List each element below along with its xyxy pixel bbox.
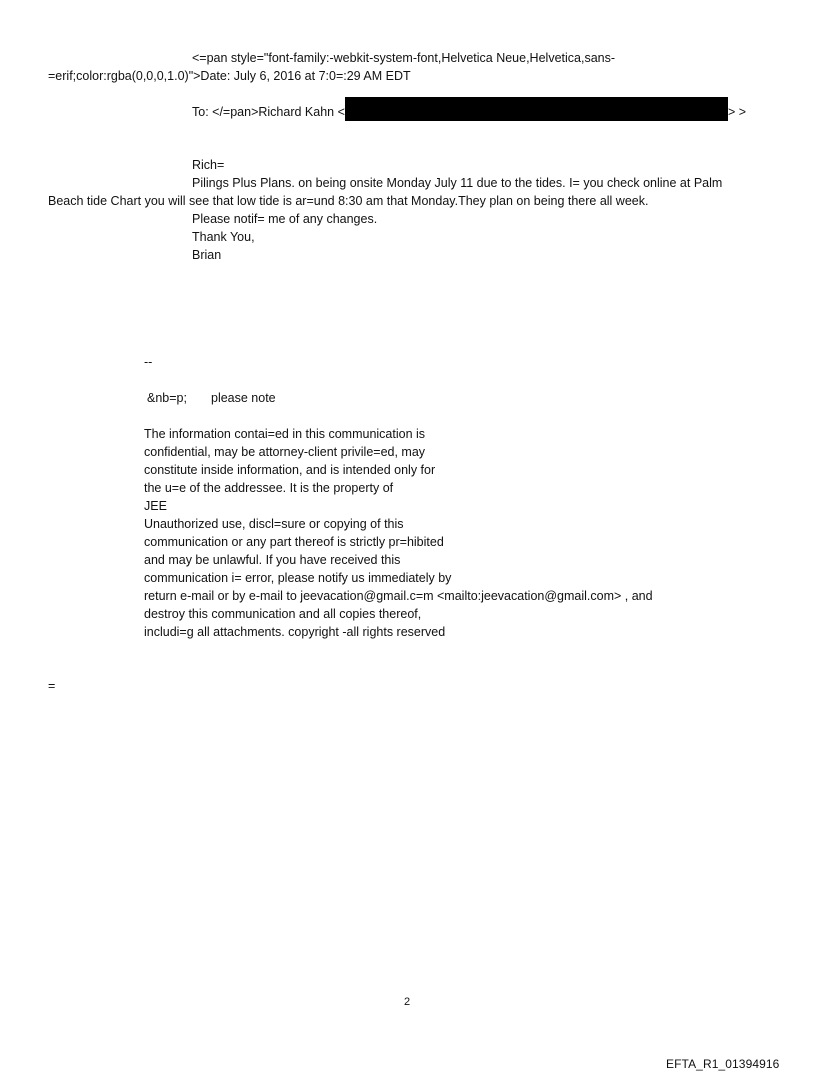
signature-line: Brian (192, 248, 222, 262)
page-number: 2 (404, 996, 411, 1008)
disclaimer-line: and may be unlawful. If you have received this (144, 553, 401, 567)
paragraph-line-1: Pilings Plus Plans. on being onsite Monday July 11 due to the tides. I= you check online at Palm (192, 176, 723, 190)
date-line: =erif;color:rgba(0,0,0,1.0)">Date: July 6, 2016 at 7:0=:29 AM EDT (48, 69, 411, 83)
disclaimer-line: confidential, may be attorney-client privile=ed, may (144, 445, 426, 459)
disclaimer-line: communication or any part thereof is strictly pr=hibited (144, 535, 444, 549)
closing-line: Thank You, (192, 230, 255, 244)
header-style-line: <=pan style="font-family:-webkit-system-font,Helvetica Neue,Helvetica,sans- (192, 51, 616, 65)
greeting: Rich= (192, 158, 225, 172)
to-line-suffix: > > (728, 105, 747, 119)
disclaimer-line: Unauthorized use, discl=sure or copying of this (144, 517, 404, 531)
please-note: please note (211, 391, 276, 405)
disclaimer-line: includi=g all attachments. copyright -all rights reserved (144, 625, 446, 639)
disclaimer-line: The information contai=ed in this communication is (144, 427, 426, 441)
separator: -- (144, 355, 153, 369)
disclaimer-line: return e-mail or by e-mail to jeevacation@gmail.c=m <mailto:jeevacation@gmail.com> , and (144, 589, 653, 603)
redaction-block (345, 97, 728, 121)
trailing-equals: = (48, 679, 56, 693)
to-line-prefix: To: </=pan>Richard Kahn < (192, 105, 345, 119)
disclaimer-line: communication i= error, please notify us immediately by (144, 571, 452, 585)
disclaimer-line: JEE (144, 499, 167, 513)
nbsp-text: &nb=p; (147, 391, 187, 405)
request-line: Please notif= me of any changes. (192, 212, 378, 226)
disclaimer-line: destroy this communication and all copies thereof, (144, 607, 422, 621)
document-id: EFTA_R1_01394916 (666, 1057, 780, 1071)
disclaimer-line: constitute inside information, and is intended only for (144, 463, 436, 477)
paragraph-line-2: Beach tide Chart you will see that low tide is ar=und 8:30 am that Monday.They plan on being there all week. (48, 194, 649, 208)
disclaimer-line: the u=e of the addressee. It is the property of (144, 481, 394, 495)
